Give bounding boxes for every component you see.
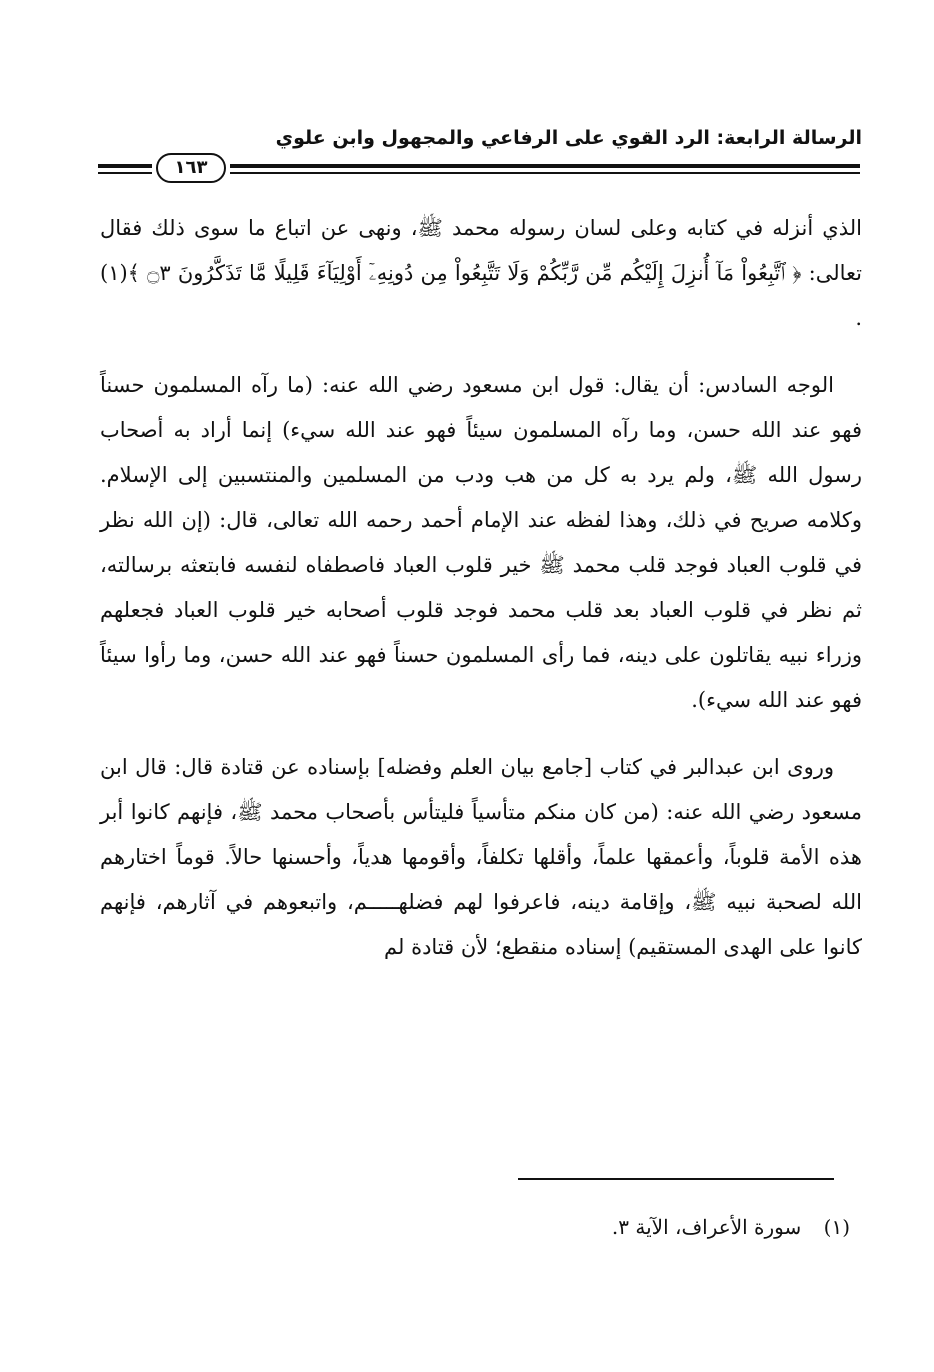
footnote	[350, 1212, 850, 1242]
header-rule-left	[98, 164, 152, 174]
paragraph-1: الذي أنزله في كتابه وعلى لسان رسوله محمد ﷺ، ونهى عن اتباع ما سوى ذلك فقال تعالى: ﴿ ٱتَّبِعُواْ مَآ أُنزِلَ إِلَيْكُم مِّن رَّبِّكُمْ وَلَا تَتَّبِعُواْ مِن دُونِهِۦٓ أَوْلِيَآءَ قَلِيلًا مَّا تَذَكَّرُونَ ۝٣ ﴾(١) .	[100, 216, 863, 330]
header-rule	[98, 152, 860, 186]
page-number: ١٦٣	[156, 153, 226, 183]
paragraph-3: وروى ابن عبدالبر في كتاب [جامع بيان العلم وفضله] بإسناده عن قتادة قال: قال ابن مسعود رضي الله عنه: (من كان منكم متأسياً فليتأس بأصحاب محمد ﷺ، فإنهم كانوا أبر هذه الأمة قلوباً، وأعمقها علماً، وأقلها تكلفاً، وأقومها هدياً، وأحسنها حالاً. قوماً اختارهم الله لصحبة نبيه ﷺ، وإقامة دينه، فاعرفوا لهم فضلهـــــم، واتبعوهم في آثارهم، فإنهم كانوا على الهدى المستقيم) إسناده منقطع؛ لأن قتادة لم	[100, 755, 862, 959]
footnote-separator	[518, 1178, 834, 1180]
paragraph-2: الوجه السادس: أن يقال: قول ابن مسعود رضي الله عنه: (ما رآه المسلمون حسناً فهو عند الله حسن، وما رآه المسلمون سيئاً فهو عند الله سيء) إنما أراد به أصحاب رسول الله ﷺ، ولم يرد به كل من هب ودب من المسلمين والمنتسبين إلى الإسلام. وكلامه صريح في ذلك، وهذا لفظه عند الإمام أحمد رحمه الله تعالى، قال: (إن الله نظر في قلوب العباد فوجد قلب محمد ﷺ خير قلوب العباد فاصطفاه لنفسه فابتعثه برسالته، ثم نظر في قلوب العباد بعد قلب محمد فوجد قلوب أصحابه خير قلوب العباد فجعلهم وزراء نبيه يقاتلون على دينه، فما رأى المسلمون حسناً فهو عند الله حسن، وما رأوا سيئاً فهو عند الله سيء).	[100, 373, 862, 712]
footnote-text: سورة الأعراف، الآية ٣.	[611, 1215, 802, 1239]
paragraph-gap	[100, 341, 862, 363]
body-text	[100, 206, 862, 970]
paragraph-gap	[100, 723, 862, 745]
header-rule-right	[230, 164, 860, 174]
footnote-marker: (١)	[823, 1215, 850, 1239]
running-header: الرسالة الرابعة: الرد القوي على الرفاعي والمجهول وابن علوي	[275, 127, 862, 149]
